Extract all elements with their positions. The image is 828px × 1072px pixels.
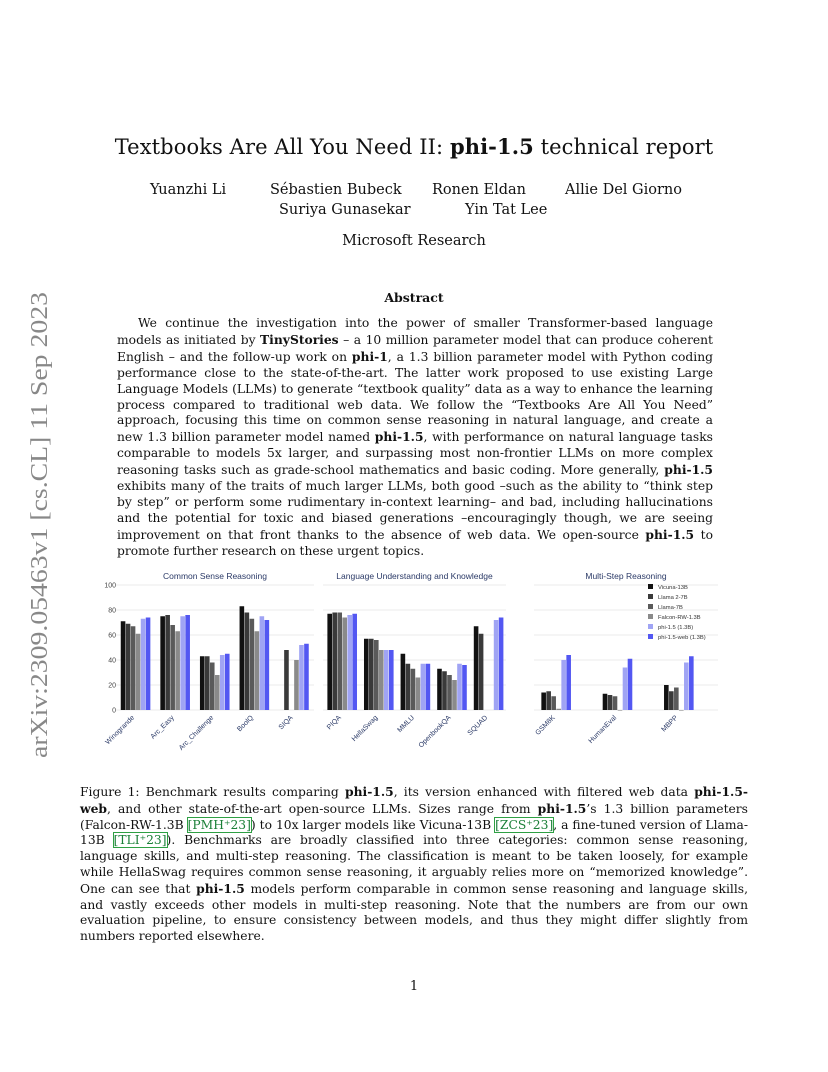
bar (406, 664, 411, 710)
bar (240, 606, 245, 710)
bar (265, 620, 270, 710)
y-tick-label: 100 (104, 582, 116, 590)
bar (499, 618, 504, 711)
bar (442, 671, 447, 710)
y-tick-label: 40 (108, 657, 116, 665)
x-tick-label: GSM8K (534, 714, 557, 737)
bar (364, 639, 369, 710)
bar (411, 669, 416, 710)
bar (185, 615, 190, 710)
bar (220, 655, 225, 710)
benchmark-bar-chart (78, 565, 750, 770)
legend-swatch (648, 594, 653, 599)
bar (299, 645, 304, 710)
bar (551, 696, 556, 710)
bar (613, 696, 618, 710)
x-tick-label: MBPP (660, 714, 680, 734)
x-tick-label: MMLU (396, 714, 417, 734)
bar (426, 664, 431, 710)
page-number: 1 (409, 979, 419, 994)
panel-title: Common Sense Reasoning (163, 571, 267, 581)
bar (284, 650, 289, 710)
x-tick-label: PIQA (326, 714, 343, 732)
bar (146, 618, 151, 711)
bar (674, 688, 679, 711)
bar (389, 650, 394, 710)
citation-link[interactable]: [PMH⁺23] (187, 817, 251, 832)
x-tick-label: Arc_Easy (149, 714, 176, 741)
bar (205, 656, 210, 710)
author-name: Sébastien Bubeck (270, 182, 402, 198)
legend-label: Llama 2-7B (658, 595, 688, 601)
bar (452, 680, 457, 710)
bar (180, 616, 185, 710)
y-tick-label: 60 (108, 632, 116, 640)
legend-swatch (648, 604, 653, 609)
bar (347, 615, 352, 710)
author-name: Ronen Eldan (432, 182, 527, 198)
bar (447, 675, 452, 710)
figure-caption: Figure 1: Benchmark results comparing phi-1.5, its version enhanced with filtered web data phi-1.5-web, and other state-of-the-art open-source LLMs. Sizes range from phi-1.5’s 1.3 billion parameters (Falcon-RW-1.3B [PMH⁺23]) to 10x larger models like Vicuna-13B [ZCS⁺23], a fine-tuned version of Llama-13B [TLI⁺23]). Benchmarks are broadly classified into three categories: common sense reasoning, language skills, and multi-step reasoning. The classification is meant to be taken loosely, for example while HellaSwag requires common sense reasoning, it arguably relies more on “memorized knowledge”. One can see that phi-1.5 models perform comparable in common sense reasoning and language skills, and vastly exceeds other models in multi-step reasoning. Note that the numbers are from our own evaluation pipeline, to ensure consistency between models, and thus they might differ slightly from numbers reported elsewhere. (80, 784, 749, 944)
legend-label: phi-1.5 (1.3B) (658, 625, 694, 631)
bar (379, 650, 384, 710)
bar (384, 650, 389, 710)
bar (494, 620, 499, 710)
abstract-heading: Abstract (384, 290, 444, 305)
x-tick-label: Arc_Challenge (177, 714, 216, 752)
abstract-body: We continue the investigation into the power of smaller Transformer-based language models as initiated by TinyStories – a 10 million parameter model that can produce coherent English – and the follow-up work on phi-1, a 1.3 billion parameter model with Python coding performance close to the state-of-the-art. The latter work proposed to use existing Large Language Models (LLMs) to generate “textbook quality” data as a way to enhance the learning process compared to traditional web data. We follow the “Textbooks Are All You Need” approach, focusing this time on common sense reasoning in natural language, and create a new 1.3 billion parameter model named phi-1.5, with performance on natural language tasks comparable to models 5x larger, and surpassing most non-frontier LLMs on more complex reasoning tasks such as grade-school mathematics and basic coding. More generally, phi-1.5 exhibits many of the traits of much larger LLMs, both good –such as the ability to “think step by step” or perform some rudimentary in-context learning– and bad, including hallucinations and the potential for toxic and biased generations –encouragingly though, we are seeing improvement on that front thanks to the absence of web data. We open-source phi-1.5 to promote further research on these urgent topics. (117, 316, 713, 558)
bar (566, 655, 571, 710)
paper-title: Textbooks Are All You Need II: phi-1.5 technical report (114, 134, 714, 159)
x-tick-label: HellaSwag (350, 714, 380, 744)
bar (342, 618, 347, 711)
bar (225, 654, 230, 710)
y-tick-label: 20 (108, 682, 116, 690)
x-tick-label: HumanEval (587, 714, 619, 746)
bar (170, 625, 175, 710)
bar (210, 663, 215, 711)
author-name: Allie Del Giorno (565, 182, 682, 198)
arxiv-identifier (22, 290, 54, 760)
bar (337, 613, 342, 711)
bar (294, 660, 299, 710)
author-name: Suriya Gunasekar (279, 202, 411, 218)
legend-label: phi-1.5-web (1.3B) (658, 635, 706, 641)
panel-title: Multi-Step Reasoning (585, 571, 667, 581)
bar (327, 614, 332, 710)
bar (479, 634, 484, 710)
bar (250, 619, 255, 710)
legend-swatch (648, 634, 653, 639)
bar (245, 613, 250, 711)
bar (561, 660, 566, 710)
y-tick-label: 80 (108, 607, 116, 615)
bar (141, 619, 146, 710)
legend-swatch (648, 614, 653, 619)
bar (556, 709, 561, 710)
bar (684, 663, 689, 711)
legend-swatch (648, 624, 653, 629)
arxiv-id-text: arXiv:2309.05463v1 [cs.CL] 11 Sep 2023 (27, 354, 53, 758)
benchmark-figure (78, 565, 750, 770)
bar (401, 654, 406, 710)
bar (603, 694, 608, 710)
bar (474, 626, 479, 710)
bar (160, 616, 165, 710)
bar (679, 710, 684, 711)
bar (462, 665, 467, 710)
bar (374, 640, 379, 710)
bar (623, 668, 628, 711)
x-tick-label: SIQA (277, 714, 295, 732)
bar (260, 616, 265, 710)
x-tick-label: OpenbookQA (417, 714, 453, 750)
bar (546, 691, 551, 710)
citation-link[interactable]: [TLI⁺23] (113, 833, 167, 848)
citation-link[interactable]: [ZCS⁺23] (495, 817, 554, 832)
author-name: Yuanzhi Li (150, 182, 227, 198)
bar (352, 614, 357, 710)
affiliation: Microsoft Research (342, 233, 486, 249)
legend-label: Llama-7B (658, 605, 683, 611)
legend-label: Falcon-RW-1.3B (658, 615, 701, 621)
bar (126, 624, 131, 710)
legend-swatch (648, 584, 653, 589)
bar (215, 675, 220, 710)
bar (421, 664, 426, 710)
y-tick-label: 0 (112, 707, 116, 715)
bar (608, 695, 613, 710)
bar (165, 615, 170, 710)
bar (332, 613, 337, 711)
author-name: Yin Tat Lee (465, 202, 548, 218)
bar (689, 656, 694, 710)
legend-label: Vicuna-13B (658, 585, 688, 591)
bar (255, 631, 260, 710)
x-tick-label: SQUAD (466, 714, 490, 738)
bar (628, 659, 633, 710)
bar (136, 634, 141, 710)
bar (664, 685, 669, 710)
bar (618, 710, 623, 711)
bar (131, 626, 136, 710)
panel-title: Language Understanding and Knowledge (336, 571, 493, 581)
bar (121, 621, 126, 710)
bar (200, 656, 205, 710)
bar (416, 678, 421, 711)
bar (175, 631, 180, 710)
x-tick-label: Winogrande (104, 714, 137, 747)
bar (457, 664, 462, 710)
x-tick-label: BoolQ (236, 714, 255, 734)
bar (369, 639, 374, 710)
bar (437, 669, 442, 710)
bar (541, 693, 546, 711)
bar (669, 691, 674, 710)
bar (304, 644, 309, 710)
